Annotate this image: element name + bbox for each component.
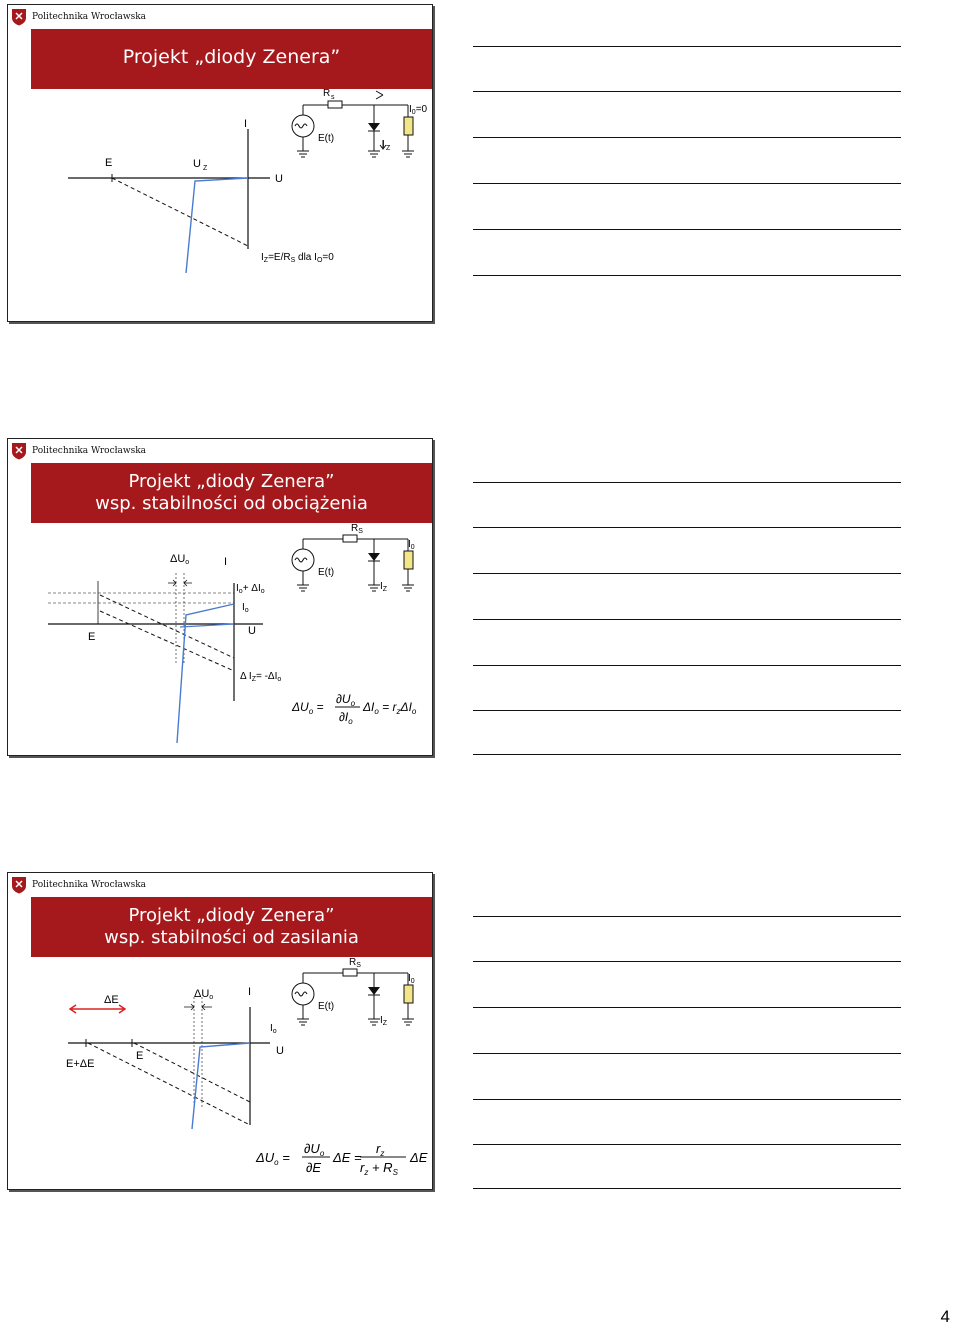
svg-text:ΔE =: ΔE = — [333, 1150, 362, 1165]
slide-title: Projekt „diody Zenera” — [128, 905, 335, 926]
svg-text:RS: $R_S$ — [349, 957, 361, 969]
svg-text:s: s — [331, 94, 335, 101]
title-band — [31, 897, 432, 957]
svg-text:Io+ ΔIo: $I_o+ \Delta I_o$ — [236, 583, 265, 595]
svg-text:∂Uo: $\partial U_o$ — [336, 692, 356, 708]
equation-load — [291, 692, 417, 726]
svg-text:RS: $R_S$ — [351, 523, 363, 535]
svg-text:IZ: $I_Z$ — [380, 581, 388, 593]
svg-text:U: U — [276, 1045, 284, 1057]
label-Uz: U — [193, 158, 201, 170]
slide-header — [8, 873, 432, 897]
slide-header — [8, 5, 432, 29]
university-name: Politechnika Wrocławska — [32, 12, 147, 22]
svg-text:R: R — [323, 89, 331, 99]
slide-3 — [7, 872, 433, 1190]
university-crest-icon — [11, 876, 27, 894]
svg-text:E+ΔE: E+ΔE — [66, 1058, 95, 1070]
svg-text:ΔUo: ΔUo — [194, 988, 214, 1001]
university-name: Politechnika Wrocławska — [32, 880, 147, 890]
university-crest-icon — [11, 442, 27, 460]
svg-text:Δ IZ= -ΔIo: Δ $I_Z= -\Delta I_o$ — [240, 671, 282, 683]
label-U: U — [275, 173, 283, 185]
svg-text:∂Io: $\partial I_o$ — [339, 710, 353, 726]
slide-title: Projekt „diody Zenera” — [128, 471, 335, 492]
svg-text:Io: $I_o$ — [270, 1023, 277, 1035]
slide-header — [8, 439, 432, 463]
svg-text:rz: $r_z$ — [376, 1141, 385, 1158]
svg-text:I: I — [224, 556, 228, 568]
svg-text:Z: Z — [386, 145, 391, 152]
svg-text:I0=0: $I_0=0$ — [409, 104, 428, 116]
svg-text:I: I — [382, 139, 385, 150]
slide-1 — [7, 4, 433, 322]
svg-text:ΔUo =: $\Delta U_o$ = — [256, 1150, 290, 1167]
label-I: I — [244, 118, 248, 130]
slide-subtitle: wsp. stabilności od obciążenia — [95, 493, 368, 514]
svg-text:ΔE: ΔE — [104, 994, 119, 1006]
svg-text:I0: $I_0$ — [408, 973, 415, 985]
equation-supply — [255, 1141, 428, 1177]
ground-icon — [297, 151, 414, 157]
title-band — [31, 463, 432, 523]
load-stability-diagram — [8, 523, 432, 755]
university-crest-icon — [11, 8, 27, 26]
svg-text:rz + RS: $r_z + R_S$ — [360, 1160, 398, 1177]
circuit-schematic — [292, 91, 413, 151]
title-band — [31, 29, 432, 89]
svg-text:IZ: $I_Z$ — [380, 1015, 388, 1027]
slide-title: Projekt „diody Zenera” — [122, 46, 341, 68]
slide-subtitle: wsp. stabilności od zasilania — [104, 927, 359, 948]
svg-text:∂E: ∂E — [306, 1160, 322, 1175]
svg-text:E(t): E(t) — [318, 567, 335, 578]
page-number: 4 — [940, 1307, 950, 1326]
label-E: E — [105, 157, 113, 169]
supply-stability-diagram — [8, 957, 432, 1189]
svg-text:ΔIo = rzΔIo: $\Delta I_o = r_z\Delta I_o$ — [363, 700, 417, 716]
slide-2 — [7, 438, 433, 756]
ground-icon — [297, 1019, 414, 1025]
svg-text:Io: $I_o$ — [242, 602, 249, 614]
svg-text:ΔUo =: $\Delta U_o$ = — [292, 700, 324, 716]
university-name: Politechnika Wrocławska — [32, 446, 147, 456]
zener-diagram — [8, 89, 432, 319]
svg-text:I: I — [248, 986, 252, 998]
svg-text:I0: $I_0$ — [408, 539, 415, 551]
svg-text:E(t): E(t) — [318, 133, 335, 144]
svg-text:ΔUo: ΔUo — [170, 553, 190, 566]
svg-text:U: U — [248, 625, 256, 637]
svg-text:E(t): E(t) — [318, 1001, 335, 1012]
svg-text:E: E — [136, 1050, 144, 1062]
svg-text:Z: Z — [203, 165, 208, 172]
svg-text:∂Uo: $\partial U_o$ — [304, 1141, 325, 1158]
svg-text:E: E — [88, 631, 96, 643]
ground-icon — [297, 585, 414, 591]
svg-text:ΔE: ΔE — [410, 1150, 428, 1165]
formula-iz: $I_Z=E/R_S$ dla $I_O=0$ — [261, 252, 334, 264]
